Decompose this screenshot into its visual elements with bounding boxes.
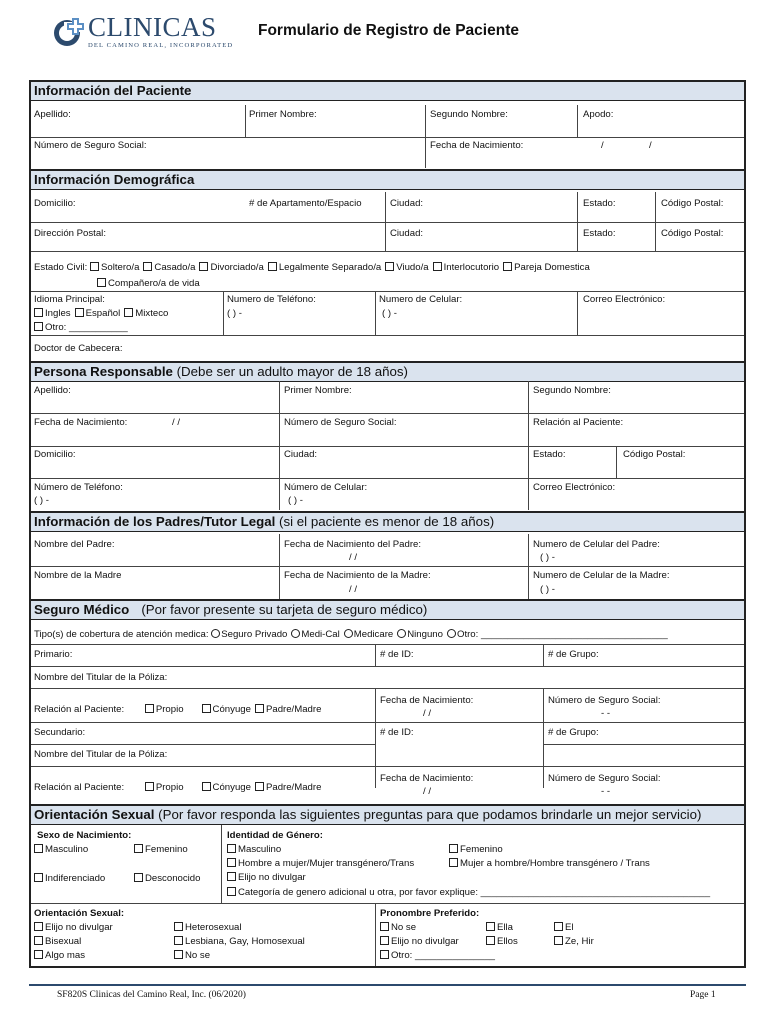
seguro-fecha-blank: / / [423, 708, 431, 719]
resp-date-slashes: / / [172, 417, 180, 428]
radio-icon[interactable] [397, 629, 406, 638]
estado-civil-row [34, 262, 594, 274]
checkbox-icon[interactable] [34, 322, 43, 331]
checkbox-icon[interactable] [143, 262, 152, 271]
rel-propio[interactable]: Propio [145, 704, 184, 716]
checkbox-icon[interactable] [554, 922, 563, 931]
seguro-id-2[interactable]: # de ID: [380, 727, 414, 738]
pron-no-divulgar[interactable]: Elijo no divulgar [380, 936, 459, 948]
radio-icon[interactable] [211, 629, 220, 638]
field-estado-postal[interactable]: Estado: [583, 228, 616, 239]
civil-separado[interactable]: Legalmente Separado/a [268, 262, 381, 274]
field-apartamento[interactable]: # de Apartamento/Espacio [249, 198, 362, 209]
row-divider [31, 722, 744, 723]
resp-celular[interactable]: Número de Celular: [284, 482, 368, 493]
row-divider [543, 744, 744, 745]
idioma-mixteco[interactable]: Mixteco [124, 308, 168, 320]
checkbox-icon[interactable] [97, 278, 106, 287]
section-patient-info: Información del Paciente [31, 82, 744, 101]
seguro-secundario[interactable]: Secundario: [34, 727, 86, 738]
field-segundo-nombre[interactable]: Segundo Nombre: [430, 109, 508, 120]
checkbox-icon[interactable] [134, 873, 143, 882]
row-divider [31, 335, 744, 336]
padres-celular-madre-blank: ( ) - [540, 584, 555, 595]
padres-celular-padre[interactable]: Numero de Celular del Padre: [533, 539, 660, 550]
divider [375, 688, 376, 788]
divider [221, 825, 222, 903]
checkbox-icon[interactable] [134, 844, 143, 853]
row-divider [31, 566, 744, 567]
date-slash: / [649, 140, 652, 151]
padres-fecha-madre-blank: / / [349, 584, 357, 595]
checkbox-icon[interactable] [124, 308, 133, 317]
seguro-primario[interactable]: Primario: [34, 649, 73, 660]
date-slash: / [601, 140, 604, 151]
checkbox-icon[interactable] [255, 704, 264, 713]
resp-domicilio[interactable]: Domicilio: [34, 449, 76, 460]
row-divider [375, 766, 744, 767]
resp-correo[interactable]: Correo Electrónico: [533, 482, 616, 493]
checkbox-icon[interactable] [174, 936, 183, 945]
field-ciudad[interactable]: Ciudad: [390, 198, 424, 209]
rel-padre-madre-2[interactable]: Padre/Madre [255, 782, 321, 794]
idioma-options [34, 308, 172, 320]
field-codigo-postal[interactable]: Código Postal: [661, 198, 724, 209]
checkbox-icon[interactable] [554, 936, 563, 945]
orient-no-se[interactable]: No se [174, 950, 210, 962]
resp-ciudad[interactable]: Ciudad: [284, 449, 318, 460]
divider [543, 644, 544, 666]
identidad-femenino[interactable]: Femenino [449, 844, 503, 856]
logo-name: CLINICAS [88, 12, 217, 42]
tipo-medical[interactable]: Medi-Cal [291, 629, 339, 641]
row-divider [31, 222, 744, 223]
pron-el[interactable]: El [554, 922, 574, 934]
seguro-id[interactable]: # de ID: [380, 649, 414, 660]
divider [245, 105, 246, 137]
celular-blank: ( ) - [382, 308, 397, 319]
seguro-grupo-2[interactable]: # de Grupo: [548, 727, 599, 738]
checkbox-icon[interactable] [503, 262, 512, 271]
field-celular[interactable]: Numero de Celular: [379, 294, 463, 305]
seguro-fecha-2[interactable]: Fecha de Nacimiento: [380, 773, 474, 784]
padres-fecha-padre-blank: / / [349, 552, 357, 563]
checkbox-icon[interactable] [34, 308, 43, 317]
divider [543, 688, 544, 788]
field-fecha-nacimiento[interactable]: Fecha de Nacimiento: [430, 140, 524, 151]
checkbox-icon[interactable] [75, 308, 84, 317]
orient-heterosexual[interactable]: Heterosexual [174, 922, 242, 934]
seguro-ssn-blank: - - [601, 708, 611, 719]
logo-subtitle: DEL CAMINO REAL, INCORPORATED [88, 42, 234, 49]
rel-padre-madre[interactable]: Padre/Madre [255, 704, 321, 716]
field-direccion-postal[interactable]: Dirección Postal: [34, 228, 106, 239]
checkbox-icon[interactable] [227, 844, 236, 853]
pron-ellos[interactable]: Ellos [486, 936, 518, 948]
section-seguro: Seguro Médico (Por favor presente su tarjeta de seguro médico) [31, 599, 744, 620]
rel-conyuge-2[interactable]: Cónyuge [202, 782, 251, 794]
divider [577, 105, 578, 137]
clinicas-logo-icon [52, 14, 86, 48]
padres-celular-madre[interactable]: Numero de Celular de la Madre: [533, 570, 670, 581]
checkbox-icon[interactable] [34, 844, 43, 853]
section-padres: Información de los Padres/Tutor Legal (si el paciente es menor de 18 años) [31, 511, 744, 532]
row-divider [31, 446, 744, 447]
divider [577, 291, 578, 335]
civil-divorciado[interactable]: Divorciado/a [199, 262, 263, 274]
row-divider [31, 644, 744, 645]
tipo-privado[interactable]: Seguro Privado [211, 629, 287, 641]
resp-celular-blank: ( ) - [288, 495, 303, 506]
padres-fecha-madre[interactable]: Fecha de Nacimiento de la Madre: [284, 570, 431, 581]
orient-no-divulgar[interactable]: Elijo no divulgar [34, 922, 113, 934]
checkbox-icon[interactable] [145, 782, 154, 791]
identidad-hombre-a-mujer[interactable]: Hombre a mujer/Mujer transgénero/Trans [227, 858, 414, 870]
checkbox-icon[interactable] [486, 936, 495, 945]
civil-pareja[interactable]: Pareja Domestica [503, 262, 590, 274]
field-estado[interactable]: Estado: [583, 198, 616, 209]
rel-propio-2[interactable]: Propio [145, 782, 184, 794]
row-divider [31, 744, 375, 745]
idioma-label: Idioma Principal: [34, 294, 105, 305]
resp-segundo-nombre[interactable]: Segundo Nombre: [533, 385, 611, 396]
field-domicilio[interactable]: Domicilio: [34, 198, 76, 209]
divider [223, 291, 224, 335]
seguro-tipos-label: Tipo(s) de cobertura de atención medica: [34, 629, 209, 640]
row-divider [31, 291, 744, 292]
identidad-label: Identidad de Género: [227, 830, 323, 841]
field-primer-nombre[interactable]: Primer Nombre: [249, 109, 317, 120]
checkbox-icon[interactable] [90, 262, 99, 271]
row-divider [31, 666, 744, 667]
padres-celular-padre-blank: ( ) - [540, 552, 555, 563]
civil-companero[interactable]: Compañero/a de vida [97, 278, 200, 290]
seguro-ssn-2[interactable]: Número de Seguro Social: [548, 773, 661, 784]
divider [375, 291, 376, 335]
resp-estado[interactable]: Estado: [533, 449, 566, 460]
seguro-ssn-blank-2: - - [601, 786, 611, 797]
tipo-otro[interactable]: Otro: ___________________________________ [447, 629, 668, 641]
row-divider [31, 413, 744, 414]
field-doctor[interactable]: Doctor de Cabecera: [34, 343, 123, 354]
checkbox-icon[interactable] [174, 950, 183, 959]
divider [375, 903, 376, 966]
sexo-desconocido[interactable]: Desconocido [134, 873, 200, 885]
field-codigo-postal-2[interactable]: Código Postal: [661, 228, 724, 239]
sexo-indiferenciado[interactable]: Indiferenciado [34, 873, 105, 885]
section-demographic: Información Demográfica [31, 169, 744, 190]
section-responsable: Persona Responsable (Debe ser un adulto mayor de 18 años) [31, 361, 744, 382]
idioma-espanol[interactable]: Español [75, 308, 121, 320]
checkbox-icon[interactable] [34, 936, 43, 945]
checkbox-icon[interactable] [227, 872, 236, 881]
civil-soltero[interactable]: Soltero/a [90, 262, 139, 274]
resp-codigo-postal[interactable]: Código Postal: [623, 449, 686, 460]
field-apodo[interactable]: Apodo: [583, 109, 614, 120]
checkbox-icon[interactable] [385, 262, 394, 271]
civil-interlocutorio[interactable]: Interlocutorio [433, 262, 499, 274]
checkbox-icon[interactable] [34, 873, 43, 882]
civil-viudo[interactable]: Viudo/a [385, 262, 428, 274]
sexo-label: Sexo de Nacimiento: [37, 830, 132, 841]
pron-no-se[interactable]: No se [380, 922, 416, 934]
checkbox-icon[interactable] [449, 844, 458, 853]
divider [616, 446, 617, 478]
resp-apellido[interactable]: Apellido: [34, 385, 71, 396]
checkbox-icon[interactable] [227, 858, 236, 867]
seguro-titular-2[interactable]: Nombre del Titular de la Póliza: [34, 749, 168, 760]
sexo-femenino[interactable]: Femenino [134, 844, 188, 856]
resp-ssn[interactable]: Número de Seguro Social: [284, 417, 397, 428]
orientacion-label: Orientación Sexual: [34, 908, 125, 919]
radio-icon[interactable] [291, 629, 300, 638]
checkbox-icon[interactable] [34, 950, 43, 959]
radio-icon[interactable] [447, 629, 456, 638]
checkbox-icon[interactable] [34, 922, 43, 931]
identidad-no-divulgar[interactable]: Elijo no divulgar [227, 872, 306, 884]
field-apellido[interactable]: Apellido: [34, 109, 71, 120]
orient-algo-mas[interactable]: Algo mas [34, 950, 85, 962]
field-telefono[interactable]: Numero de Teléfono: [227, 294, 316, 305]
tipo-medicare[interactable]: Medicare [344, 629, 393, 641]
resp-fecha[interactable]: Fecha de Nacimiento: [34, 417, 128, 428]
pron-ze-hir[interactable]: Ze, Hir [554, 936, 594, 948]
field-ssn[interactable]: Número de Seguro Social: [34, 140, 147, 151]
row-divider [31, 903, 744, 904]
checkbox-icon[interactable] [199, 262, 208, 271]
seguro-titular[interactable]: Nombre del Titular de la Póliza: [34, 672, 168, 683]
footer-form-id: SF820S Clinicas del Camino Real, Inc. (06/2020) [57, 990, 246, 1000]
row-divider [31, 478, 744, 479]
seguro-ssn[interactable]: Número de Seguro Social: [548, 695, 661, 706]
pron-ella[interactable]: Ella [486, 922, 513, 934]
resp-telefono-blank: ( ) - [34, 495, 49, 506]
radio-icon[interactable] [344, 629, 353, 638]
orient-bisexual[interactable]: Bisexual [34, 936, 81, 948]
divider [375, 644, 376, 666]
padres-fecha-padre[interactable]: Fecha de Nacimiento del Padre: [284, 539, 422, 550]
footer-page-number: Page 1 [690, 990, 716, 1000]
checkbox-icon[interactable] [433, 262, 442, 271]
checkbox-icon[interactable] [380, 950, 389, 959]
seguro-fecha[interactable]: Fecha de Nacimiento: [380, 695, 474, 706]
telefono-blank: ( ) - [227, 308, 242, 319]
identidad-otra[interactable]: Categoría de genero adicional u otra, por favor explique: ___________________________________________ [227, 887, 710, 899]
pron-otro[interactable]: Otro: _______________ [380, 950, 495, 962]
seguro-relacion-row-2 [34, 782, 325, 794]
identidad-masculino[interactable]: Masculino [227, 844, 281, 856]
checkbox-icon[interactable] [202, 704, 211, 713]
resp-relacion[interactable]: Relación al Paciente: [533, 417, 624, 428]
seguro-grupo[interactable]: # de Grupo: [548, 649, 599, 660]
checkbox-icon[interactable] [174, 922, 183, 931]
checkbox-icon[interactable] [255, 782, 264, 791]
row-divider [31, 688, 744, 689]
field-correo[interactable]: Correo Electrónico: [583, 294, 666, 305]
checkbox-icon[interactable] [145, 704, 154, 713]
identidad-mujer-a-hombre[interactable]: Mujer a hombre/Hombre transgénero / Trans [449, 858, 650, 870]
clinicas-logo [52, 12, 234, 52]
row-divider [31, 766, 375, 767]
pronombre-label: Pronombre Preferido: [380, 908, 480, 919]
row-divider [31, 137, 744, 138]
civil-casado[interactable]: Casado/a [143, 262, 195, 274]
estado-civil-label: Estado Civil: [34, 262, 88, 273]
row-divider [31, 251, 744, 252]
footer-rule [29, 984, 746, 986]
field-ciudad-postal[interactable]: Ciudad: [390, 228, 424, 239]
idioma-otro[interactable]: Otro: ___________ [34, 322, 128, 334]
tipo-ninguno[interactable]: Ninguno [397, 629, 443, 641]
seguro-relacion-row [34, 704, 325, 716]
checkbox-icon[interactable] [202, 782, 211, 791]
idioma-ingles[interactable]: Ingles [34, 308, 71, 320]
padres-nombre-madre[interactable]: Nombre de la Madre [34, 570, 122, 581]
resp-primer-nombre[interactable]: Primer Nombre: [284, 385, 352, 396]
resp-telefono[interactable]: Número de Teléfono: [34, 482, 123, 493]
padres-nombre-padre[interactable]: Nombre del Padre: [34, 539, 115, 550]
seguro-relacion-label: Relación al Paciente: [34, 704, 125, 715]
form-title: Formulario de Registro de Paciente [258, 22, 519, 39]
registration-form [29, 80, 746, 968]
checkbox-icon[interactable] [268, 262, 277, 271]
sexo-masculino[interactable]: Masculino [34, 844, 88, 856]
checkbox-icon[interactable] [380, 922, 389, 931]
checkbox-icon[interactable] [227, 887, 236, 896]
checkbox-icon[interactable] [449, 858, 458, 867]
seguro-tipos-row [34, 629, 672, 641]
rel-conyuge[interactable]: Cónyuge [202, 704, 251, 716]
section-orientacion: Orientación Sexual (Por favor responda las siguientes preguntas para que podamos brindarle un mejor servicio) [31, 804, 744, 825]
seguro-relacion-label-2: Relación al Paciente: [34, 782, 125, 793]
checkbox-icon[interactable] [380, 936, 389, 945]
checkbox-icon[interactable] [486, 922, 495, 931]
orient-lgh[interactable]: Lesbiana, Gay, Homosexual [174, 936, 305, 948]
seguro-fecha-blank-2: / / [423, 786, 431, 797]
